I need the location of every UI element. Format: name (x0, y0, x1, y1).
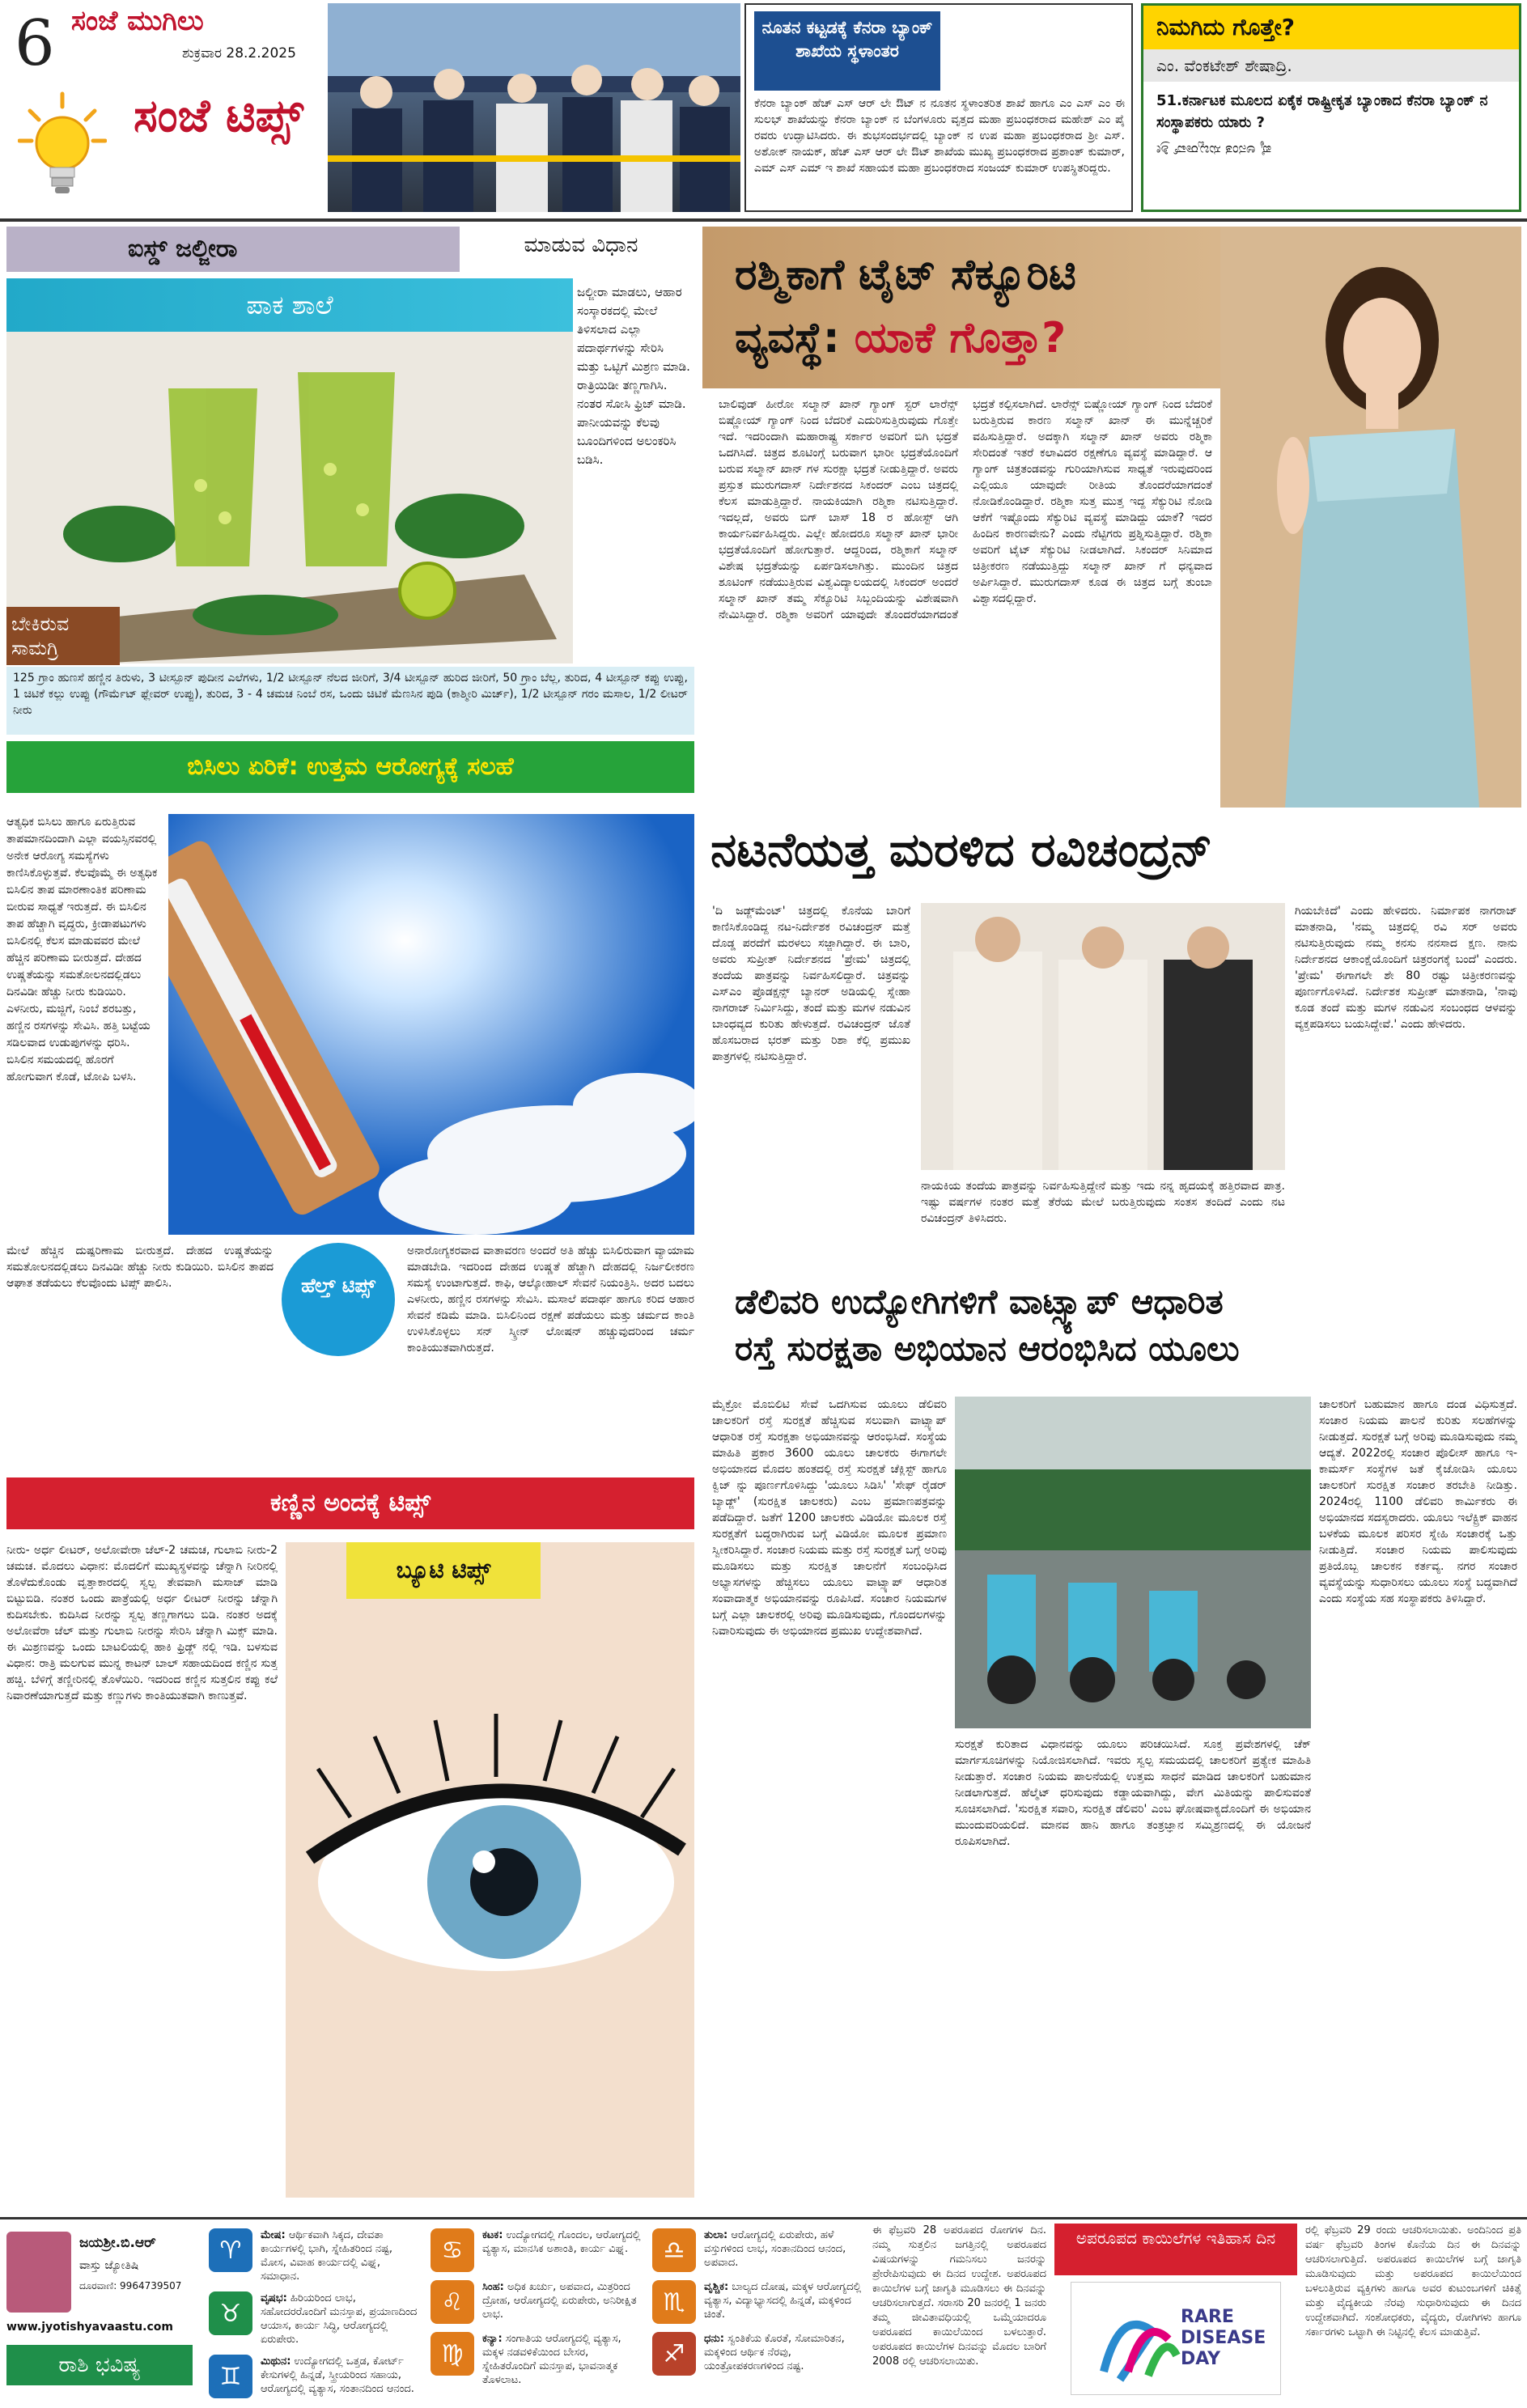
delivery-section (702, 1275, 1521, 2084)
summer-bottom-left: ಮೇಲೆ ಹೆಚ್ಚಿನ ದುಷ್ಪರಿಣಾಮ ಬೀರುತ್ತದೆ. ದೇಹದ ಉಷ್ಣತೆಯನ್ನು ಸಮತೋಲನದಲ್ಲಿಡಲು ದಿನವಿಡೀ ಹೆಚ್ಚು ನೀರು ಕುಡಿಯಿರಿ. ಬಿಸಿಲಿನ ತಾಪದ ಆಘಾತ ತಡೆಯಲು ಕೆಲವೊಂದು ಟಿಪ್ಸ್ ಪಾಲಿಸಿ. (6, 1244, 274, 1290)
rashi-item (209, 2228, 421, 2283)
page-number: 6 (15, 7, 55, 80)
recipe-name: ಐಸ್ಡ್ ಜಲ್ಜೀರಾ (6, 227, 460, 272)
recipe-section (6, 227, 694, 738)
libra-icon: ♎ (652, 2228, 696, 2272)
rashmika-headline-highlight: ಯಾಕೆ ಗೊತ್ತಾ? (854, 314, 1067, 362)
divider (0, 2217, 1527, 2219)
aries-icon: ♈ (209, 2228, 252, 2272)
rashmika-section (702, 227, 1521, 808)
rare-disease-section (872, 2224, 1521, 2403)
rashi-text (482, 2280, 643, 2321)
rashmika-photo (1220, 227, 1521, 808)
gemini-icon: ♊ (209, 2355, 252, 2398)
beauty-body: ನೀರು- ಅರ್ಧ ಲೀಟರ್, ಅಲೋವೇರಾ ಜೆಲ್-2 ಚಮಚ, ಗುಲಾಬಿ ನೀರು-2 ಚಮಚ. ಮೊದಲು ವಿಧಾನ: ಮೊದಲಿಗೆ ಮುಖ್ಯಸ್ಥಳವನ್ನು ಚೆನ್ನಾಗಿ ನೀರಿನಲ್ಲಿ ತೊಳೆದುಕೊಂಡು ವೃತ್ತಾಕಾರದಲ್ಲಿ ಸ್ವಲ್ಪ ತೇವವಾಗಿ ಮಸಾಜ್ ಮಾಡಿ ಬಿಟ್ಟುಬಿಡಿ. ನಂತರ ಒಂದು ಪಾತ್ರೆಯಲ್ಲಿ ಅರ್ಧ ಲೀಟರ್ ನೀರನ್ನು ಚೆನ್ನಾಗಿ ಕುದಿಸಬೇಕು. ಕುದಿಸಿದ ನೀರನ್ನು ಸ್ವಲ್ಪ ತಣ್ಣಗಾಗಲು ಬಿಡಿ. ನಂತರ ಅದಕ್ಕೆ ಅಲೋವೆರಾ ಜೆಲ್ ಮತ್ತು ಗುಲಾಬಿ ನೀರನ್ನು ಸೇರಿಸಿ ಚೆನ್ನಾಗಿ ಮಿಕ್ಸ್ ಮಾಡಿ. ಈ ಮಿಶ್ರಣವನ್ನು ಒಂದು ಬಾಟಲಿಯಲ್ಲಿ ಹಾಕಿ ಫ್ರಿಡ್ಜ್ ನಲ್ಲಿ ಇಡಿ. ಬಳಸುವ ವಿಧಾನ: ರಾತ್ರಿ ಮಲಗುವ ಮುನ್ನ ಕಾಟನ್ ಬಾಲ್ ಸಹಾಯದಿಂದ ಕಣ್ಣಿನ ಸುತ್ತ ಹಚ್ಚಿ. ಬೆಳಿಗ್ಗೆ ತಣ್ಣೀರಿನಲ್ಲಿ ತೊಳೆಯಿರಿ. ಇದರಿಂದ ಕಣ್ಣಿನ ಸುತ್ತಲಿನ ಕಪ್ಪು ಕಲೆ ನಿವಾರಣೆಯಾಗುತ್ತದೆ ಮತ್ತು ಕಣ್ಣುಗಳು ಕಾಂತಿಯುತವಾಗಿ ಕಾಣುತ್ತವೆ. (6, 1544, 278, 1702)
rashi-text (704, 2228, 864, 2270)
summer-banner: ಬಿಸಿಲು ಏರಿಕೆ: ಉತ್ತಮ ಆರೋಗ್ಯಕ್ಕೆ ಸಲಹೆ (6, 741, 694, 793)
bulb-icon (18, 91, 107, 204)
rashi-text (704, 2280, 864, 2321)
beauty-section (6, 1477, 694, 2206)
rashi-prediction: ಬಾಲ್ಯದ ದೋಷ, ಮಕ್ಕಳ ಆರೋಗ್ಯದಲ್ಲಿ ವ್ಯತ್ಯಾಸ, ವಿದ್ಯಾಭ್ಯಾಸದಲ್ಲಿ ಹಿನ್ನಡೆ, ಮಕ್ಕಳಿಂದ ಚಿಂತೆ. (704, 2281, 862, 2321)
ravichandran-photo (921, 903, 1285, 1170)
quiz-answer: ಪೈ ಅನಂತ ಸುಬ್ಬರಾವ್ ಶ್ರೀ (1156, 142, 1272, 158)
rare-disease-logo-text: RARE DISEASE DAY (1181, 2307, 1266, 2369)
rashi-name: ತುಲಾ: (704, 2229, 728, 2241)
bank-news-headline: ನೂತನ ಕಟ್ಟಡಕ್ಕೆ ಕೆನರಾ ಬ್ಯಾಂಕ್ ಶಾಖೆಯ ಸ್ಥಳಾಂತರ (754, 11, 940, 91)
ravichandran-body-right: ಗಿಯಬೇಕಿದೆ' ಎಂದು ಹೇಳಿದರು. ನಿರ್ಮಾಪಕ ನಾಗರಾಜ್ ಮಾತನಾಡಿ, 'ನಮ್ಮ ಚಿತ್ರದಲ್ಲಿ ರವಿ ಸರ್ ಅವರು ನಟಿಸುತ್ತಿರುವುದು ನಮ್ಮ ಕನಸು ನನಸಾದ ಕ್ಷಣ. ನಾನು ನಿರ್ದೇಶನದ ಆಕಾಂಕ್ಷೆಯೊಂದಿಗೆ ಚಿತ್ರರಂಗಕ್ಕೆ ಬಂದೆ' ಎಂದರು. 'ಪ್ರೇಮ' ಈಗಾಗಲೇ ಶೇ 80 ರಷ್ಟು ಚಿತ್ರೀಕರಣವನ್ನು ಪೂರ್ಣಗೊಳಿಸಿದೆ. ನಿರ್ದೇಶಕ ಸುಪ್ರೀತ್ ಮಾತನಾಡಿ, 'ನಾವು ಕೂಡ ತಂದೆ ಮತ್ತು ಮಗಳ ನಡುವಿನ ಸಂಬಂಧದ ಆಳವನ್ನು ವ್ಯಕ್ತಪಡಿಸಲು ಬಯಸಿದ್ದೇವೆ.' ಎಂದು ಹೇಳಿದರು. (1295, 905, 1517, 1031)
rashi-prediction: ಅಧಿಕ ಖರ್ಚು, ಅಪವಾದ, ಮಿತ್ರರಿಂದ ದ್ರೋಹ, ಆರೋಗ್ಯದಲ್ಲಿ ಏರುಪೇರು, ಅನಿರೀಕ್ಷಿತ ಲಾಭ. (482, 2281, 637, 2321)
virgo-icon: ♍ (431, 2332, 474, 2376)
recipe-method: ಜಲ್ಜೀರಾ ಮಾಡಲು, ಆಹಾರ ಸಂಸ್ಕಾರಕದಲ್ಲಿ ಮೇಲೆ ತಿಳಿಸಲಾದ ಎಲ್ಲಾ ಪದಾರ್ಥಗಳನ್ನು ಸೇರಿಸಿ ಮತ್ತು ಒಟ್ಟಿಗೆ ಮಿಶ್ರಣ ಮಾಡಿ. ರಾತ್ರಿಯಿಡೀ ತಣ್ಣಗಾಗಿಸಿ. ನಂತರ ಸೋಸಿ ಫ್ರಿಜ್ ಮಾಡಿ. ಪಾನೀಯವನ್ನು ಕೆಲವು ಬೂಂದಿಗಳಿಂದ ಅಲಂಕರಿಸಿ ಬಡಿಸಿ. (577, 285, 690, 467)
recipe-ingredients: 125 ಗ್ರಾಂ ಹುಣಸೆ ಹಣ್ಣಿನ ತಿರುಳು, 3 ಟೀಸ್ಪೂನ್ ಪುದೀನ ಎಲೆಗಳು, 1/2 ಟೀಸ್ಪೂನ್ ನೆಲದ ಜೀರಿಗೆ, 3/4 ಟೀಸ್ಪೂನ್ ಹುರಿದ ಜೀರಿಗೆ, 50 ಗ್ರಾಂ ಬೆಲ್ಲ, ತುರಿದ, 4 ಟೀಸ್ಪೂನ್ ಕಪ್ಪು ಉಪ್ಪು, 1 ಚಿಟಿಕೆ ಕಲ್ಲು ಉಪ್ಪು (ಗೌರ್ಮೆಟ್ ಫ್ಲೇವರ್ ಉಪ್ಪು), ತುರಿದ, 3 - 4 ಚಮಚ ನಿಂಬೆ ರಸ, ಒಂದು ಚಿಟಿಕೆ ಮೆಣಸಿನ ಪುಡಿ (ಕಾಶ್ಮೀರಿ ಮಿರ್ಚ್), 1/2 ಟೀಸ್ಪೂನ್ ಗರಂ ಮಸಾಲ, 1/2 ಲೀಟರ್ ನೀರು (6, 667, 694, 735)
horoscope-title: ರಾಶಿ ಭವಿಷ್ಯ (6, 2345, 193, 2385)
rashi-name: ಮಿಥುನ: (261, 2355, 291, 2368)
astrologer-role: ವಾಸ್ತು ಜ್ಯೋತಿಷಿ (79, 2259, 139, 2272)
delivery-body-right: ಚಾಲಕರಿಗೆ ಬಹುಮಾನ ಹಾಗೂ ದಂಡ ವಿಧಿಸುತ್ತದೆ. ಸಂಚಾರ ನಿಯಮ ಪಾಲನೆ ಕುರಿತು ಸಲಹೆಗಳನ್ನು ನೀಡುತ್ತದೆ. ಸುರಕ್ಷತೆ ಬಗ್ಗೆ ಅರಿವು ಮೂಡಿಸುವುದು ನಮ್ಮ ಆದ್ಯತೆ. 2022ರಲ್ಲಿ ಸಂಚಾರ ಪೊಲೀಸ್ ಹಾಗೂ ಇ-ಕಾಮರ್ಸ್ ಸಂಸ್ಥೆಗಳ ಜತೆ ಕೈಜೋಡಿಸಿ ಯೂಲು ಚಾಲಕರಿಗೆ ಸುರಕ್ಷಿತ ಸಂಚಾರ ತರಬೇತಿ ನೀಡಿತ್ತು. 2024ರಲ್ಲಿ 1100 ಡೆಲಿವರಿ ಕಾರ್ಮಿಕರು ಈ ಅಭಿಯಾನದ ಸದಸ್ಯರಾದರು. ಯೂಲು ಇಲೆಕ್ಟ್ರಿಕ್ ವಾಹನ ಬಳಕೆಯ ಮೂಲಕ ಪರಿಸರ ಸ್ನೇಹಿ ಸಂಚಾರಕ್ಕೆ ಒತ್ತು ನೀಡುತ್ತಿದೆ. ಸಂಚಾರ ನಿಯಮ ಪಾಲಿಸುವುದು ಪ್ರತಿಯೊಬ್ಬ ಚಾಲಕನ ಕರ್ತವ್ಯ. ನಗರ ಸಂಚಾರ ವ್ಯವಸ್ಥೆಯನ್ನು ಸುಧಾರಿಸಲು ಯೂಲು ಸಂಸ್ಥೆ ಬದ್ಧವಾಗಿದೆ ಎಂದು ಸಂಸ್ಥೆಯ ಸಹ ಸಂಸ್ಥಾಪಕರು ತಿಳಿಸಿದ್ದಾರೆ. (1319, 1398, 1517, 1605)
quiz-author: ಎಂ. ವೆಂಕಟೇಶ್ ಶೇಷಾದ್ರಿ. (1143, 49, 1519, 82)
health-tips-badge: ಹೆಲ್ತ್ ಟಿಪ್ಸ್ (282, 1243, 395, 1356)
kitchen-label: ಪಾಕ ಶಾಲೆ (6, 278, 573, 332)
rashi-item (431, 2228, 643, 2272)
rashi-name: ಕನ್ಯಾ: (482, 2333, 503, 2345)
delivery-headline-1: ಡೆಲಿವರಿ ಉದ್ಯೋಗಿಗಳಿಗೆ ವಾಟ್ಸ್ಯಾಪ್ ಆಧಾರಿತ (735, 1282, 1224, 1321)
rashi-prediction: ಆರೋಗ್ಯದಲ್ಲಿ ಏರುಪೇರು, ಹಳೆ ವಸ್ತುಗಳಿಂದ ಲಾಭ, ಸಂತಾನದಿಂದ ಆನಂದ, ಅಪವಾದ. (704, 2229, 846, 2269)
rashi-text (482, 2332, 643, 2387)
rashmika-headline-lead: ವ್ಯವಸ್ಥೆ: (735, 314, 855, 362)
thermometer-sun-photo (168, 814, 694, 1235)
summer-right-text: ಅನಾರೋಗ್ಯಕರವಾದ ವಾತಾವರಣ ಅಂದರೆ ಅತಿ ಹೆಚ್ಚು ಬಿಸಿಲಿರುವಾಗ ವ್ಯಾಯಾಮ ಮಾಡಬೇಡಿ. ಇದರಿಂದ ದೇಹದ ಉಷ್ಣತೆ ಹೆಚ್ಚಾಗಿ ದೇಹದಲ್ಲಿ ನಿರ್ಜಲೀಕರಣ ಸಮಸ್ಯೆ ಉಂಟಾಗುತ್ತದೆ. ಕಾಫಿ, ಆಲ್ಕೋಹಾಲ್ ಸೇವನೆ ನಿಯಂತ್ರಿಸಿ. ಅದರ ಬದಲು ಎಳನೀರು, ಹಣ್ಣಿನ ರಸಗಳನ್ನು ಸೇವಿಸಿ. ಮಸಾಲೆ ಪದಾರ್ಥ ಹಾಗೂ ಕರಿದ ಆಹಾರ ಸೇವನೆ ಕಡಿಮೆ ಮಾಡಿ. ಬಿಸಿಲಿನಿಂದ ರಕ್ಷಣೆ ಪಡೆಯಲು ಮತ್ತು ಚರ್ಮದ ಕಾಂತಿ ಉಳಿಸಿಕೊಳ್ಳಲು ಸನ್ ಸ್ಕ್ರೀನ್ ಲೋಷನ್ ಹಚ್ಚುವುದರಿಂದ ಚರ್ಮ ಕಾಂತಿಯುತವಾಗಿರುತ್ತದೆ. (407, 1244, 694, 1354)
quiz-question: 51.ಕರ್ನಾಟಕ ಮೂಲದ ಏಕೈಕ ರಾಷ್ಟ್ರೀಕೃತ ಬ್ಯಾಂಕಾದ ಕೆನರಾ ಬ್ಯಾಂಕ್ ನ ಸಂಸ್ಥಾಪಕರು ಯಾರು ? (1156, 92, 1488, 131)
rare-disease-body-left: ಈ ಫೆಬ್ರವರಿ 28 ಅಪರೂಪದ ರೋಗಗಳ ದಿನ. ನಮ್ಮ ಸುತ್ತಲಿನ ಜಗತ್ತಿನಲ್ಲಿ ಅಪರೂಪದ ವಿಷಯಗಳನ್ನು ಗಮನಿಸಲು ಜನರನ್ನು ಪ್ರೇರೇಪಿಸುವುದು ಈ ದಿನದ ಉದ್ದೇಶ. ಅಪರೂಪದ ಕಾಯಿಲೆಗಳ ಬಗ್ಗೆ ಜಾಗೃತಿ ಮೂಡಿಸಲು ಈ ದಿನವನ್ನು ಆಚರಿಸಲಾಗುತ್ತದೆ. ಸರಾಸರಿ 20 ಜನರಲ್ಲಿ 1 ಜನರು ತಮ್ಮ ಜೀವಿತಾವಧಿಯಲ್ಲಿ ಒಮ್ಮೆಯಾದರೂ ಅಪರೂಪದ ಕಾಯಿಲೆಯಿಂದ ಬಳಲುತ್ತಾರೆ. ಅಪರೂಪದ ಕಾಯಿಲೆಗಳ ದಿನವನ್ನು ಮೊದಲ ಬಾರಿಗೆ 2008 ರಲ್ಲಿ ಆಚರಿಸಲಾಯಿತು. (872, 2224, 1046, 2368)
astrologer-name: ಜಯಶ್ರೀ.ಬಿ.ಆರ್ (79, 2235, 156, 2251)
ravichandran-section (702, 814, 1521, 1267)
rashi-prediction: ಸ್ವಂತಿಕೆಯ ಕೊರತೆ, ಸೋಮಾರಿತನ, ಮಕ್ಕಳಿಂದ ಆರ್ಥಿಕ ನೆರವು, ಯಂತ್ರೋಪಕರಣಗಳಿಂದ ನಷ್ಟ. (704, 2333, 845, 2372)
leo-icon: ♌ (431, 2280, 474, 2324)
sagittarius-icon: ♐ (652, 2332, 696, 2376)
paper-name: ಸಂಜೆ ಮುಗಿಲು (71, 5, 204, 37)
rashi-name: ಕಟಕ: (482, 2229, 503, 2241)
ravichandran-photo-caption: ನಾಯಕಿಯ ತಂದೆಯ ಪಾತ್ರವನ್ನು ನಿರ್ವಹಿಸುತ್ತಿದ್ದೇನೆ ಮತ್ತು ಇದು ನನ್ನ ಹೃದಯಕ್ಕೆ ಹತ್ತಿರವಾದ ಪಾತ್ರ. ಇಷ್ಟು ವರ್ಷಗಳ ನಂತರ ಮತ್ತೆ ತೆರೆಯ ಮೇಲೆ ಬರುತ್ತಿರುವುದು ಸಂತಸ ತಂದಿದೆ ಎಂದು ನಟ ರವಿಚಂದ್ರನ್ ತಿಳಿಸಿದರು. (921, 1180, 1285, 1225)
rare-disease-logo (1071, 2282, 1281, 2395)
rashi-text (261, 2355, 421, 2396)
bank-news-body: ಕೆನರಾ ಬ್ಯಾಂಕ್ ಹೆಚ್ ಎಸ್ ಆರ್ ಲೇ ಔಟ್ ನ ನೂತನ ಸ್ಥಳಾಂತರಿತ ಶಾಖೆ ಹಾಗೂ ಎಂ ಎಸ್ ಎಂ ಈ ಸುಲಭ್ ಶಾಖೆಯನ್ನು ಕೆನರಾ ಬ್ಯಾಂಕ್ ನ ಬೆಂಗಳೂರು ವೃತ್ತದ ಮಹಾ ಪ್ರಬಂಧಕರಾದ ಮಹೇಶ್ ಎಂ ಪೈ ರವರು ಉದ್ಘಾಟಿಸಿದರು. ಈ ಶುಭಸಂದರ್ಭದಲ್ಲಿ ಬ್ಯಾಂಕ್ ನ ಉಪ ಮಹಾ ಪ್ರಬಂಧಕರಾದ ಶ್ರೀ ಎಸ್. ಅಶೋಕ್ ನಾಯಕ್, ಹೆಚ್ ಎಸ್ ಆರ್ ಲೇ ಔಟ್ ಶಾಖೆಯ ಮುಖ್ಯ ಪ್ರಬಂಧಕರಾದ ಪ್ರಶಾಂತ್ ಕುಮಾರ್, ಎಮ್ ಎಸ್ ಎಮ್ ಇ ಶಾಖೆ ಸಹಾಯಕ ಮಹಾ ಪ್ರಬಂಧಕರಾದ ಸಂಜಯ್ ಕುಮಾರ್ ಉಪಸ್ಥಿತರಿದ್ದರು. (754, 97, 1125, 175)
rashi-item (209, 2291, 421, 2347)
section-title (121, 89, 316, 210)
divider (0, 218, 1527, 222)
rare-disease-body-right: ರಲ್ಲಿ ಫೆಬ್ರವರಿ 29 ರಂದು ಆಚರಿಸಲಾಯಿತು. ಅಂದಿನಿಂದ ಪ್ರತಿ ವರ್ಷ ಫೆಬ್ರವರಿ ತಿಂಗಳ ಕೊನೆಯ ದಿನ ಈ ದಿನವನ್ನು ಆಚರಿಸಲಾಗುತ್ತಿದೆ. ಅಪರೂಪದ ಕಾಯಿಲೆಗಳ ಬಗ್ಗೆ ಜಾಗೃತಿ ಮೂಡಿಸುವುದು ಮತ್ತು ಅಪರೂಪದ ಕಾಯಿಲೆಯಿಂದ ಬಳಲುತ್ತಿರುವ ವ್ಯಕ್ತಿಗಳು ಹಾಗೂ ಅವರ ಕುಟುಂಬಗಳಿಗೆ ಚಿಕಿತ್ಸೆ ಮತ್ತು ವೈದ್ಯಕೀಯ ನೆರವು ಸುಧಾರಿಸುವುದು ಈ ದಿನದ ಉದ್ದೇಶವಾಗಿದೆ. ಸಂಶೋಧಕರು, ವೈದ್ಯರು, ರೋಗಿಗಳು ಹಾಗೂ ಸರ್ಕಾರಗಳು ಒಟ್ಟಾಗಿ ಈ ನಿಟ್ಟಿನಲ್ಲಿ ಕೆಲಸ ಮಾಡುತ್ತಿವೆ. (1305, 2224, 1521, 2338)
astrologer-block (6, 2224, 201, 2403)
rashi-prediction: ಸಂಗಾತಿಯ ಆರೋಗ್ಯದಲ್ಲಿ ವ್ಯತ್ಯಾಸ, ಮಕ್ಕಳ ನಡವಳಿಕೆಯಿಂದ ಬೇಸರ, ಸ್ನೇಹಿತರೊಂದಿಗೆ ಮನಸ್ತಾಪ, ಭಾವನಾತ್ಮಕ ತೊಳಲಾಟ. (482, 2333, 621, 2386)
rashi-prediction: ಆರ್ಥಿಕವಾಗಿ ಸಿಕ್ಕದ, ದೇವತಾ ಕಾರ್ಯಗಳಲ್ಲಿ ಭಾಗಿ, ಸ್ನೇಹಿತರಿಂದ ನಷ್ಟ, ಮೋಸ, ವಿವಾಹ ಕಾರ್ಯದಲ್ಲಿ ವಿಘ್ನ, ಸಮಾಧಾನ. (261, 2229, 393, 2283)
bank-news (744, 3, 1133, 212)
masthead (0, 0, 320, 217)
astrologer-website: www.jyotishyavaastu.com (6, 2321, 173, 2334)
rashi-list (209, 2228, 864, 2403)
eye-photo (286, 1542, 694, 2198)
rashi-prediction: ಉದ್ಯೋಗದಲ್ಲಿ ಗೊಂದಲ, ಆರೋಗ್ಯದಲ್ಲಿ ವ್ಯತ್ಯಾಸ, ಮಾನಸಿಕ ಅಶಾಂತಿ, ಕಾರ್ಯ ವಿಘ್ನ. (482, 2229, 641, 2255)
rashmika-headline-2 (735, 314, 1066, 363)
date-line: ಶುಕ್ರವಾರ 28.2.2025 (182, 45, 296, 61)
rashi-name: ಧನು: (704, 2333, 724, 2345)
rashi-item (652, 2332, 864, 2376)
rashi-text (261, 2228, 421, 2283)
delivery-headline-2: ರಸ್ತೆ ಸುರಕ್ಷತಾ ಅಭಿಯಾನ ಆರಂಭಿಸಿದ ಯೂಲು (735, 1329, 1240, 1368)
rashi-text (482, 2228, 643, 2256)
rashmika-body: ಬಾಲಿವುಡ್ ಹೀರೋ ಸಲ್ಮಾನ್ ಖಾನ್ ಗ್ಯಾಂಗ್ ಸ್ಟರ್ ಲಾರೆನ್ಸ್ ಬಿಷ್ಣೋಯ್ ಗ್ಯಾಂಗ್ ನಿಂದ ಬೆದರಿಕೆ ಎದುರಿಸುತ್ತಿರುವುದು ಗೊತ್ತೇ ಇದೆ. ಇದರಿಂದಾಗಿ ಮಹಾರಾಷ್ಟ್ರ ಸರ್ಕಾರ ಅವರಿಗೆ ಬಿಗಿ ಭದ್ರತೆ ಒದಗಿಸಿದೆ. ಚಿತ್ರದ ಶೂಟಿಂಗ್ಗೆ ಬರುವಾಗ ಭಾರೀ ಭದ್ರತೆಯೊಂದಿಗೆ ಬರುವ ಸಲ್ಮಾನ್ ಖಾನ್ ಗಳ ಸುರಕ್ಷಾ ಭದ್ರತೆ ನೀಡುತ್ತಿದ್ದಾರೆ. ಅವರು ಪ್ರಸ್ತುತ ಮುರುಗದಾಸ್ ನಿರ್ದೇಶನದ ಸಿಕಂದರ್ ಎಂಬ ಚಿತ್ರದಲ್ಲಿ ಕೆಲಸ ಮಾಡುತ್ತಿದ್ದಾರೆ. ನಾಯಕಿಯಾಗಿ ರಶ್ಮಿಕಾ ನಟಿಸುತ್ತಿದ್ದಾರೆ. ಇದಲ್ಲದೆ, ಅವರು ಬಿಗ್ ಬಾಸ್ 18 ರ ಹೋಸ್ಟ್ ಆಗಿ ಕಾರ್ಯನಿರ್ವಹಿಸಿದ್ದರು. ಎಲ್ಲೇ ಹೋದರೂ ಸಲ್ಮಾನ್ ಖಾನ್ ಭಾರೀ ಭದ್ರತೆಯೊಂದಿಗೆ ಹೋಗುತ್ತಾರೆ. ಆದ್ದರಿಂದ, ರಶ್ಮಿಕಾಗೆ ಸಲ್ಮಾನ್ ವಿಶೇಷ ಭದ್ರತೆಯನ್ನು ಏರ್ಪಡಿಸಲಾಗಿತ್ತು. ಮುಂದಿನ ಚಿತ್ರದ ಶೂಟಿಂಗ್ ನಡೆಯುತ್ತಿರುವ ವಿಶ್ವವಿದ್ಯಾಲಯದಲ್ಲಿ ಸಿಕಂದರ್ ಅಂದರೆ ಸಲ್ಮಾನ್ ಖಾನ್ ತಮ್ಮ ಸೆಕ್ಯೂರಿಟಿ ಸಿಬ್ಬಂದಿಯನ್ನು ವಿಶೇಷವಾಗಿ ನೇಮಿಸಿದ್ದಾರೆ. ರಶ್ಮಿಕಾ ಅವರಿಗೆ ಯಾವುದೇ ತೊಂದರೆಯಾಗದಂತೆ ಭದ್ರತೆ ಕಲ್ಪಿಸಲಾಗಿದೆ. ಲಾರೆನ್ಸ್ ಬಿಷ್ಣೋಯ್ ಗ್ಯಾಂಗ್ ನಿಂದ ಬೆದರಿಕೆ ಬರುತ್ತಿರುವ ಕಾರಣ ಸಲ್ಮಾನ್ ಖಾನ್ ಈ ಮುನ್ನೆಚ್ಚರಿಕೆ ವಹಿಸುತ್ತಿದ್ದಾರೆ. ಅದಕ್ಕಾಗಿ ಸಲ್ಮಾನ್ ಖಾನ್ ಅವರು ರಶ್ಮಿಕಾ ಸೇರಿದಂತೆ ಇತರೆ ಕಲಾವಿದರ ರಕ್ಷಣೆಗೂ ವ್ಯವಸ್ಥೆ ಮಾಡಿದ್ದಾರೆ. ಆ ಗ್ಯಾಂಗ್ ಚಿತ್ರತಂಡವನ್ನು ಗುರಿಯಾಗಿಸುವ ಸಾಧ್ಯತೆ ಇರುವುದರಿಂದ ಎಲ್ಲಿಯೂ ಯಾವುದೇ ರೀತಿಯ ತೊಂದರೆಯಾಗದಂತೆ ನೋಡಿಕೊಂಡಿದ್ದಾರೆ. ರಶ್ಮಿಕಾ ಸುತ್ತ ಮುತ್ತ ಇದ್ದ ಸೆಕ್ಯುರಿಟಿ ನೋಡಿ ಆಕೆಗೆ ಇಷ್ಟೊಂದು ಸೆಕ್ಯುರಿಟಿ ವ್ಯವಸ್ಥೆ ಮಾಡಿದ್ದು ಯಾಕೆ? ಇದರ ಹಿಂದಿನ ಕಾರಣವೇನು? ಎಂದು ನೆಟ್ಟಿಗರು ಪ್ರಶ್ನಿಸುತ್ತಿದ್ದಾರೆ. ರಶ್ಮಿಕಾ ಅವರಿಗೆ ಟೈಟ್ ಸೆಕ್ಯುರಿಟಿ ನೀಡಲಾಗಿದೆ. ಸಿಕಂದರ್ ಸಿನಿಮಾದ ಚಿತ್ರೀಕರಣ ನಡೆಯುತ್ತಿದ್ದು ಸಲ್ಮಾನ್ ಖಾನ್ ಗೆ ಧನ್ಯವಾದ ಅರ್ಪಿಸಿದ್ದಾರೆ. ಮುರುಗದಾಸ್ ಕೂಡ ಈ ಚಿತ್ರದ ಬಗ್ಗೆ ತುಂಬಾ ವಿಶ್ವಾಸದಲ್ಲಿದ್ದಾರೆ. (719, 398, 1212, 621)
rashi-item (431, 2280, 643, 2324)
rashi-item (652, 2280, 864, 2324)
method-label: ಮಾಡುವ ವಿಧಾನ (524, 233, 638, 257)
horoscope-section (6, 2224, 864, 2403)
rashi-name: ಮೇಷ: (261, 2229, 286, 2241)
summer-section (6, 741, 694, 1469)
cancer-icon: ♋ (431, 2228, 474, 2272)
rashi-prediction: ಉದ್ಯೋಗದಲ್ಲಿ ಒತ್ತಡ, ಕೋರ್ಟ್ ಕೇಸುಗಳಲ್ಲಿ ಹಿನ್ನಡೆ, ಸ್ತ್ರೀಯರಿಂದ ಸಹಾಯ, ಆರೋಗ್ಯದಲ್ಲಿ ವ್ಯತ್ಯಾಸ, ಸಂತಾನದಿಂದ ಆನಂದ. (261, 2355, 414, 2395)
avatar (6, 2232, 71, 2313)
delivery-body-middle: ಸುರಕ್ಷತೆ ಕುರಿತಾದ ವಿಧಾನವನ್ನು ಯೂಲು ಪರಿಚಯಿಸಿದೆ. ಸೂಕ್ತ ಪ್ರವೇಶಗಳಲ್ಲಿ ಚೆಕ್ ಮಾರ್ಗಸೂಚಿಗಳನ್ನು ನಿಯೋಜಿಸಲಾಗಿದೆ. ಇವರು ಸ್ವಲ್ಪ ಸಮಯದಲ್ಲಿ ಚಾಲಕರಿಗೆ ಪ್ರತ್ಯೇಕ ಮಾಹಿತಿ ನೀಡುತ್ತಾರೆ. ಸಂಚಾರ ನಿಯಮ ಪಾಲನೆಯಲ್ಲಿ ಉತ್ತಮ ಸಾಧನೆ ಮಾಡಿದ ಚಾಲಕರಿಗೆ ಬಹುಮಾನ ನೀಡಲಾಗುತ್ತದೆ. ಹೆಲ್ಮೆಟ್ ಧರಿಸುವುದು ಕಡ್ಡಾಯವಾಗಿದ್ದು, ವೇಗ ಮಿತಿಯನ್ನು ಪಾಲಿಸುವಂತೆ ಸೂಚಿಸಲಾಗಿದೆ. 'ಸುರಕ್ಷಿತ ಸವಾರಿ, ಸುರಕ್ಷಿತ ಡೆಲಿವರಿ' ಎಂಬ ಘೋಷವಾಕ್ಯದೊಂದಿಗೆ ಈ ಅಭಿಯಾನ ಮುಂದುವರಿಯಲಿದೆ. ಮಾನವ ಹಾನಿ ಹಾಗೂ ತಂತ್ರಜ್ಞಾನ ಸಮ್ಮಿಶ್ರಣದಲ್ಲಿ ಈ ಯೋಜನೆ ರೂಪಿಸಲಾಗಿದೆ. (955, 1738, 1311, 1848)
rashi-name: ಸಿಂಹ: (482, 2281, 504, 2293)
rashi-text (261, 2291, 421, 2347)
rashi-prediction: ಹಿರಿಯರಿಂದ ಲಾಭ, ಸಹೋದರರೊಂದಿಗೆ ಮನಸ್ತಾಪ, ಪ್ರಯಾಣದಿಂದ ಆಯಾಸ, ಕಾರ್ಯ ಸಿದ್ಧಿ, ಆರೋಗ್ಯದಲ್ಲಿ ಏರುಪೇರು. (261, 2292, 418, 2346)
summer-left-text: ಆತ್ಯಧಿಕ ಬಿಸಿಲು ಹಾಗೂ ಏರುತ್ತಿರುವ ತಾಪಮಾನದಿಂದಾಗಿ ಎಲ್ಲಾ ವಯಸ್ಸಿನವರಲ್ಲಿ ಅನೇಕ ಆರೋಗ್ಯ ಸಮಸ್ಯೆಗಳು ಕಾಣಿಸಿಕೊಳ್ಳುತ್ತವೆ. ಕೆಲವೊಮ್ಮೆ ಈ ಅತ್ಯಧಿಕ ಬಿಸಿಲಿನ ತಾಪ ಮಾರಣಾಂತಿಕ ಪರಿಣಾಮ ಬೀರುವ ಸಾಧ್ಯತೆ ಇರುತ್ತದೆ. ಈ ಬಿಸಿಲಿನ ತಾಪ ಹೆಚ್ಚಾಗಿ ವೃದ್ಧರು, ಕ್ರೀಡಾಪಟುಗಳು ಬಿಸಿಲಿನಲ್ಲಿ ಕೆಲಸ ಮಾಡುವವರ ಮೇಲೆ ಹೆಚ್ಚಿನ ಪರಿಣಾಮ ಬೀರುತ್ತದೆ. ದೇಹದ ಉಷ್ಣತೆಯನ್ನು ಸಮತೋಲನದಲ್ಲಿಡಲು ದಿನವಿಡೀ ಹೆಚ್ಚು ನೀರು ಕುಡಿಯಿರಿ. ಎಳನೀರು, ಮಜ್ಜಿಗೆ, ನಿಂಬೆ ಶರಬತ್ತು, ಹಣ್ಣಿನ ರಸಗಳನ್ನು ಸೇವಿಸಿ. ಹತ್ತಿ ಬಟ್ಟೆಯ ಸಡಿಲವಾದ ಉಡುಪುಗಳನ್ನು ಧರಿಸಿ. ಬಿಸಿಲಿನ ಸಮಯದಲ್ಲಿ ಹೊರಗೆ ಹೋಗುವಾಗ ಕೊಡೆ, ಟೋಪಿ ಬಳಸಿ. (6, 816, 158, 1083)
rashi-item (652, 2228, 864, 2272)
rashi-item (209, 2355, 421, 2398)
beauty-banner: ಕಣ್ಣಿನ ಅಂದಕ್ಕೆ ಟಿಪ್ಸ್ (6, 1477, 694, 1529)
beauty-tips-badge: ಬ್ಯೂಟಿ ಟಿಪ್ಸ್ (346, 1542, 541, 1599)
ravichandran-headline: ನಟನೆಯತ್ತ ಮರಳಿದ ರವಿಚಂದ್ರನ್ (710, 822, 1213, 877)
taurus-icon: ♉ (209, 2291, 252, 2335)
rashi-name: ವೃಷಭ: (261, 2292, 287, 2304)
rare-disease-heading: ಅಪರೂಪದ ಕಾಯಿಲೆಗಳ ಇತಿಹಾಸ ದಿನ (1054, 2224, 1297, 2275)
astrologer-phone: ದೂರವಾಣಿ: 9964739507 (79, 2280, 182, 2291)
section-label: ಸಂಜೆ ಟಿಪ್ಸ್ (134, 90, 303, 142)
delivery-body-left: ಮೈಕ್ರೋ ಮೊಬಿಲಿಟಿ ಸೇವೆ ಒದಗಿಸುವ ಯೂಲು ಡೆಲಿವರಿ ಚಾಲಕರಿಗೆ ರಸ್ತೆ ಸುರಕ್ಷತೆ ಹೆಚ್ಚಿಸುವ ಸಲುವಾಗಿ ವಾಟ್ಸ್ಯಾಪ್ ಆಧಾರಿತ ರಸ್ತೆ ಸುರಕ್ಷತಾ ಅಭಿಯಾನವನ್ನು ಆರಂಭಿಸಿದೆ. ಸಂಸ್ಥೆಯ ಮಾಹಿತಿ ಪ್ರಕಾರ 3600 ಯೂಲು ಚಾಲಕರು ಈಗಾಗಲೇ ಅಭಿಯಾನದ ಮೊದಲ ಹಂತದಲ್ಲಿ ರಸ್ತೆ ಸುರಕ್ಷತೆ ಚೆಕ್ಲಿಸ್ಟ್ ಹಾಗೂ ಕ್ವಿಜ್ ನ್ನು ಪೂರ್ಣಗೊಳಿಸಿದ್ದು 'ಯೂಲು ಸಿಡಿಸಿ' 'ಸೇಫ್ ರೈಡರ್ ಬ್ಯಾಡ್ಜ್' (ಸುರಕ್ಷಿತ ಚಾಲಕರು) ಎಂಬ ಪ್ರಮಾಣಪತ್ರವನ್ನು ಪಡೆದಿದ್ದಾರೆ. ಜತೆಗೆ 1200 ಚಾಲಕರು ವಿಡಿಯೋ ಮೂಲಕ ರಸ್ತೆ ಸುರಕ್ಷತೆಗೆ ಬದ್ಧರಾಗಿರುವ ಬಗ್ಗೆ ವಿಡಿಯೋ ಮೂಲಕ ಪ್ರಮಾಣ ಸ್ವೀಕರಿಸಿದ್ದಾರೆ. ಸಂಚಾರ ನಿಯಮ ಮತ್ತು ರಸ್ತೆ ಸುರಕ್ಷತೆ ಬಗ್ಗೆ ಅರಿವು ಮೂಡಿಸಲು ಮತ್ತು ಸುರಕ್ಷಿತ ಚಾಲನೆಗೆ ಸಂಬಂಧಿಸಿದ ಅಭ್ಯಾಸಗಳನ್ನು ಹೆಚ್ಚಿಸಲು ಯೂಲು ವಾಟ್ಸ್ಯಾಪ್ ಆಧಾರಿತ ಸಂವಾದಾತ್ಮಕ ಅಭಿಯಾನವನ್ನು ರೂಪಿಸಿದೆ. ಸಂಚಾರ ನಿಯಮಗಳ ಬಗ್ಗೆ ಎಲ್ಲಾ ಚಾಲಕರಲ್ಲಿ ಅರಿವು ಮೂಡಿಸುವುದು, ಗೊಂದಲಗಳನ್ನು ನಿವಾರಿಸುವುದು ಈ ಅಭಿಯಾನದ ಪ್ರಮುಖ ಉದ್ದೇಶವಾಗಿದೆ. (712, 1398, 947, 1638)
quiz-title: ನಿಮಗಿದು ಗೊತ್ತೇ? (1143, 6, 1519, 49)
ingredients-label: ಬೇಕಿರುವ ಸಾಮಗ್ರಿ (6, 607, 120, 665)
scorpio-icon: ♏ (652, 2280, 696, 2324)
ravichandran-body-left: 'ದಿ ಜಡ್ಜ್‌ಮೆಂಟ್' ಚಿತ್ರದಲ್ಲಿ ಕೊನೆಯ ಬಾರಿಗೆ ಕಾಣಿಸಿಕೊಂಡಿದ್ದ ನಟ-ನಿರ್ದೇಶಕ ರವಿಚಂದ್ರನ್ ಮತ್ತೆ ದೊಡ್ಡ ಪರದೆಗೆ ಮರಳಲು ಸಜ್ಜಾಗಿದ್ದಾರೆ. ಈ ಬಾರಿ, ಅವರು ಸುಪ್ರೀತ್ ನಿರ್ದೇಶನದ 'ಪ್ರೇಮ' ಚಿತ್ರದಲ್ಲಿ ತಂದೆಯ ಪಾತ್ರವನ್ನು ನಿರ್ವಹಿಸಲಿದ್ದಾರೆ. ಚಿತ್ರವನ್ನು ಎಸ್‌ಎಂ ಪ್ರೊಡಕ್ಷನ್ಸ್ ಬ್ಯಾನರ್ ಅಡಿಯಲ್ಲಿ ಸ್ನೇಹಾ ನಾಗರಾಜ್ ನಿರ್ಮಿಸಿದ್ದು, ತಂದೆ ಮತ್ತು ಮಗಳ ನಡುವಿನ ಬಾಂಧವ್ಯದ ಕುರಿತು ಹೇಳುತ್ತದೆ. ರವಿಚಂದ್ರನ್ ಜೊತೆ ಹೊಸಬರಾದ ಭರತ್ ಮತ್ತು ರಿಶಾ ಕೆಲ್ಲಿ ಪ್ರಮುಖ ಪಾತ್ರಗಳಲ್ಲಿ ನಟಿಸುತ್ತಿದ್ದಾರೆ. (712, 905, 910, 1063)
rashmika-headline-1: ರಶ್ಮಿಕಾಗೆ ಟೈಟ್ ಸೆಕ್ಯೂರಿಟಿ (735, 251, 1076, 299)
quiz-box (1141, 3, 1521, 212)
bank-inauguration-photo (328, 3, 740, 212)
rashi-text (704, 2332, 864, 2373)
rashi-name: ವೃಶ್ಚಿಕ: (704, 2281, 729, 2293)
yulu-bikes-photo (955, 1397, 1311, 1728)
rashi-item (431, 2332, 643, 2387)
